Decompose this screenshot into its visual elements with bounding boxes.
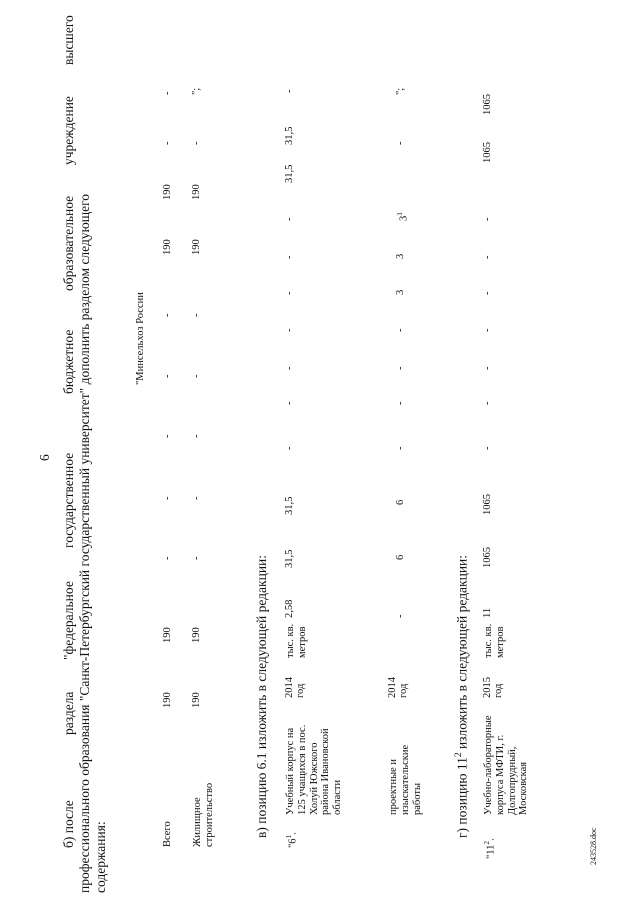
cell: 6 (395, 499, 406, 505)
cell: 1065 (482, 494, 493, 515)
row-year: 2015 год (482, 677, 504, 698)
cell: - (284, 446, 295, 450)
cell: 31,5 (284, 126, 295, 145)
cell: - (395, 141, 406, 145)
cell: 190 (191, 627, 202, 643)
cell: - (162, 556, 173, 560)
para-b-word-8: высшего (61, 15, 76, 65)
cell: - (482, 291, 493, 295)
footer-filename: 243528.doc (589, 827, 598, 865)
cell: - (284, 328, 295, 332)
cell: "; (395, 87, 406, 95)
cell: - (482, 217, 493, 221)
cell: 1065 (482, 94, 493, 115)
para-b-word-5: бюджетное (61, 329, 76, 394)
row-number: "$11^2$. (482, 838, 497, 859)
cell: - (191, 313, 202, 317)
cell: - (191, 556, 202, 560)
cell: - (395, 401, 406, 405)
cell: - (482, 328, 493, 332)
cell: 190 (162, 239, 173, 255)
row-label: Учебно-лабораторные корпуса МФТИ, г. Долгопрудный, Московская (483, 715, 530, 815)
cell: - (284, 366, 295, 370)
row-year: 2014 год (387, 677, 409, 698)
cell: 3 (395, 253, 406, 259)
cell: - (284, 291, 295, 295)
cell: 190 (191, 184, 202, 200)
para-b-word-7: учреждение (61, 96, 76, 165)
cell: 190 (162, 627, 173, 643)
cell: - (191, 141, 202, 145)
cell: "; (191, 87, 202, 95)
cell: - (191, 434, 202, 438)
cell: - (284, 217, 295, 221)
row-label: Учебный корпус на 125 учащихся в пос. Холуй Южского района Ивановской области (285, 724, 343, 815)
cell: - (162, 313, 173, 317)
row-label: проектные и изыскательские работы (388, 744, 423, 815)
cell: - (162, 374, 173, 378)
cell: - (191, 374, 202, 378)
cell: - (395, 614, 406, 618)
cell: - (162, 434, 173, 438)
para-g: г) позицию $11^2$ изложить в следующей редакции: (454, 554, 470, 838)
row-label: Всего (162, 821, 173, 847)
para-b-word-4: государственное (61, 452, 76, 548)
para-b-line-2: профессионального образования "Санкт-Петербургский государственный университет" дополнить разделом следующего (77, 193, 92, 893)
para-v: в) позицию 6.1 изложить в следующей редакции: (254, 554, 269, 838)
cell: $3^1$ (395, 212, 410, 221)
cell: 190 (162, 692, 173, 708)
cell: - (284, 255, 295, 259)
cell: - (395, 446, 406, 450)
cell: 190 (191, 692, 202, 708)
cell: 6 (395, 554, 406, 560)
para-b-line-3: содержания: (93, 821, 108, 893)
row-label: Жилищное строительство (192, 782, 215, 847)
cell: - (284, 89, 295, 93)
cell: - (162, 141, 173, 145)
row-year: 2014 год (284, 677, 306, 698)
para-b-word-2: раздела (61, 691, 76, 735)
para-b-word-6: образовательное (61, 195, 76, 291)
cell: - (482, 366, 493, 370)
cell: - (482, 401, 493, 405)
cell: - (284, 401, 295, 405)
row-unit: тыс. кв. метров (285, 623, 308, 658)
cell: 3 (395, 289, 406, 295)
cell: 1065 (482, 547, 493, 568)
cell: - (395, 366, 406, 370)
cell: 190 (191, 239, 202, 255)
cell: 31,5 (284, 164, 295, 183)
row-number: "$6^1$. (284, 832, 299, 848)
cell: 1065 (482, 142, 493, 163)
para-b-word-3: "федеральное (61, 581, 76, 660)
ministry-label: "Минсельхоз России (135, 292, 146, 385)
cell: - (482, 446, 493, 450)
cell: - (482, 255, 493, 259)
row-unit: тыс. кв. метров (483, 623, 506, 658)
cell: - (395, 328, 406, 332)
para-b-word-1: б) после (61, 800, 76, 848)
row-capacity: 11 (482, 607, 493, 618)
cell: 31,5 (284, 496, 295, 515)
cell: 31,5 (284, 549, 295, 568)
page-number: 6 (37, 454, 52, 461)
cell: - (162, 496, 173, 500)
cell: - (191, 496, 202, 500)
cell: - (162, 91, 173, 95)
cell: 190 (162, 184, 173, 200)
row-capacity: 2,58 (284, 599, 295, 618)
